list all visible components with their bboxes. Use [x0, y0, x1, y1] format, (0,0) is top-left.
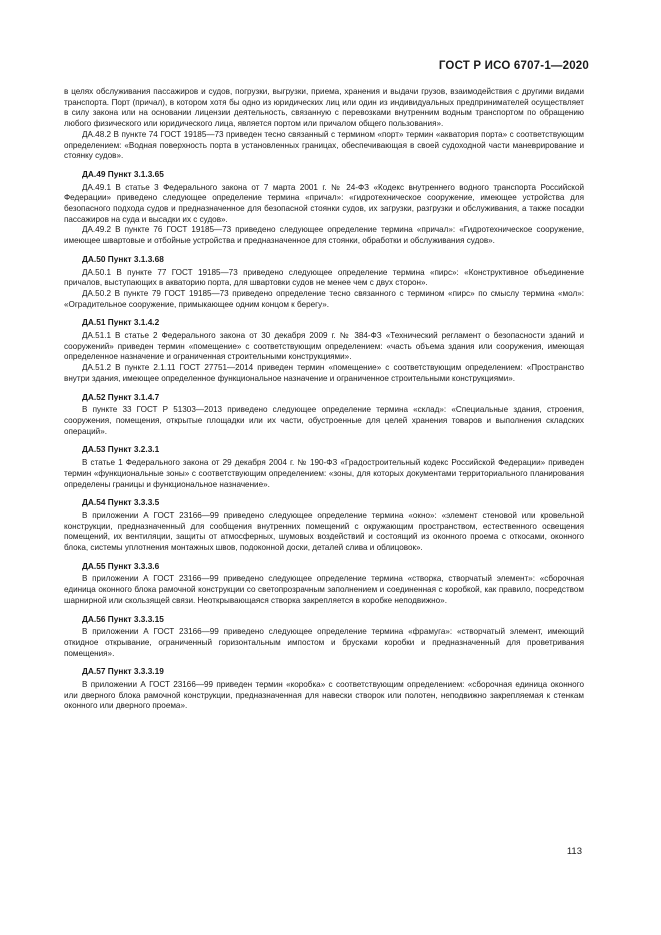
section-heading: ДА.49 Пункт 3.1.3.65 — [82, 168, 164, 179]
paragraph: ДА.50.2 В пункте 79 ГОСТ 19185—73 приведено определение тесно связанного с термином «пирс» по смыслу термина «мол»: «Оградительное сооружение, примыкающее одним концом к берегу». — [64, 288, 584, 309]
document-body — [64, 87, 584, 712]
section-heading: ДА.56 Пункт 3.3.3.15 — [82, 613, 164, 624]
section-heading: ДА.51 Пункт 3.1.4.2 — [82, 317, 160, 328]
paragraph: ДА.51.1 В статье 2 Федерального закона от 30 декабря 2009 г. № 384-ФЗ «Технический регламент о безопасности зданий и сооружений» приведен термин «помещение» с соответствующим определением: «часть объема здания или сооружения, имеющая определенное назначение и ограниченная строительными конструкциями». — [64, 331, 584, 362]
section-heading: ДА.57 Пункт 3.3.3.19 — [82, 666, 164, 677]
section-heading: ДА.50 Пункт 3.1.3.68 — [82, 253, 164, 264]
section-heading: ДА.53 Пункт 3.2.3.1 — [82, 444, 160, 455]
paragraph: В статье 1 Федерального закона от 29 декабря 2004 г. № 190-ФЗ «Градостроительный кодекс Российской Федерации» приведен термин «функциональные зоны» с соответствующим определением: «зоны, для которых документами территориального планирования определены границы и функциональное назначение». — [64, 458, 584, 489]
paragraph: ДА.51.2 В пункте 2.1.11 ГОСТ 27751—2014 приведен термин «помещение» с соответствующим определением: «Пространство внутри здания, имеющее определенное функциональное назначение и ограниченное строительными конструкциями». — [64, 363, 584, 383]
paragraph: В приложении А ГОСТ 23166—99 приведено следующее определение термина «фрамуга»: «створчатый элемент, имеющий откидное открывание, ограниченный горизонтальным импостом и брусками коробки и предназначенный для проветривания помещения». — [64, 627, 584, 658]
paragraph: в целях обслуживания пассажиров и судов, погрузки, выгрузки, приема, хранения и выдачи грузов, взаимодействия с другими видами транспорта. Порт (причал), в котором хотя бы одно из юридических лиц или один из индивидуальных предпринимателей осуществляет в силу закона или на основании лицензии деятельность, связанную с перевозками внутренним водным транспортом по обращению любого физического или юридического лица, является портом или причалом общего пользования». — [64, 87, 584, 129]
paragraph: В пункте 33 ГОСТ Р 51303—2013 приведено следующее определение термина «склад»: «Специальные здания, строения, сооружения, помещения, открытые площадки или их части, обустроенные для целей хранения товаров и выполнения складских операций». — [64, 405, 584, 436]
section-heading: ДА.52 Пункт 3.1.4.7 — [82, 391, 160, 402]
paragraph: В приложении А ГОСТ 23166—99 приведено следующее определение термина «створка, створчатый элемент»: «сборочная единица оконного блока рамочной конструкции со светопрозрачным заполнением и соединенная с коробкой, как правило, посредством шарнирной или скользящей связи. Неоткрывающаяся створка закрепляется в коробке неподвижно». — [64, 574, 584, 605]
paragraph: ДА.49.1 В статье 3 Федерального закона от 7 марта 2001 г. № 24-ФЗ «Кодекс внутреннего водного транспорта Российской Федерации» приведено следующее определение термина «причал»: «гидротехническое сооружение, имеющее устройства для безопасного подхода судов и предназначенное для безопасной стоянки судов, их загрузки, разгрузки и обслуживания, а также посадки пассажиров на суда и высадки их с судов». — [64, 182, 584, 224]
page-number: 113 — [566, 846, 582, 857]
section-heading: ДА.54 Пункт 3.3.3.5 — [82, 497, 160, 508]
paragraph: ДА.48.2 В пункте 74 ГОСТ 19185—73 приведен тесно связанный с термином «порт» термин «акватория порта» с соответствующим определением: «Водная поверхность порта в установленных границах, обеспечивающая в своей судоходной части маневрирование и стоянку судов». — [64, 129, 584, 161]
paragraph: ДА.49.2 В пункте 76 ГОСТ 19185—73 приведено следующее определение термина «причал»: «Гидротехническое сооружение, имеющее швартовые и отбойные устройства и предназначенное для стоянки, обработки и обслуживания судов». — [64, 225, 584, 246]
paragraph: В приложении А ГОСТ 23166—99 приведен термин «коробка» с соответствующим определением: «сборочная единица оконного или дверного блока рамочной конструкции, предназначенная для навески створок или полотен, неподвижно закрепляемая к стенкам оконного или дверного проема». — [64, 680, 584, 711]
section-heading: ДА.55 Пункт 3.3.3.6 — [82, 560, 160, 571]
paragraph: ДА.50.1 В пункте 77 ГОСТ 19185—73 приведено следующее определение термина «пирс»: «Конструктивное объединение причалов, выступающих в акваторию порта, для швартовки судов не менее чем с двух сторон». — [64, 267, 584, 288]
document-code: ГОСТ Р ИСО 6707-1—2020 — [438, 60, 589, 72]
paragraph: В приложении А ГОСТ 23166—99 приведено следующее определение термина «окно»: «элемент стеновой или кровельной конструкции, предназначенный для сообщения внутренних помещений с окружающим пространством, естественного освещения помещений, их вентиляции, защиты от атмосферных, шумовых воздействий и состоящий из оконного проема с откосами, оконного блока, системы уплотнения монтажных швов, подоконной доски, деталей слива и облицовок». — [64, 510, 584, 553]
